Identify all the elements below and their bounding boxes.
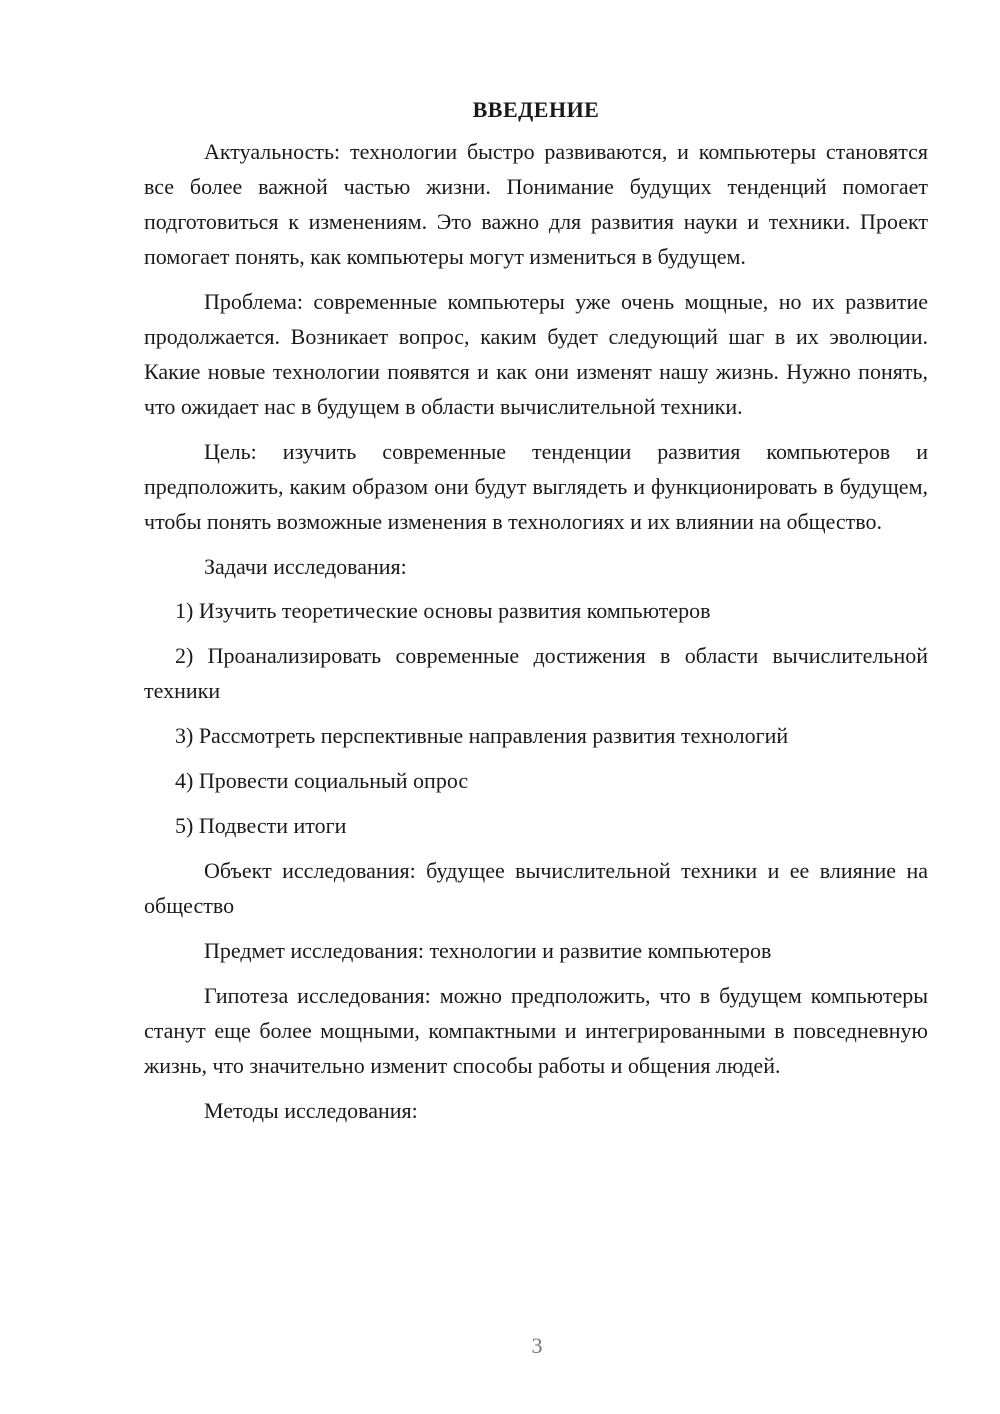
task-item: 3) Рассмотреть перспективные направления развития технологий	[175, 723, 789, 748]
goal-paragraph: Цель: изучить современные тенденции развития компьютеров и предположить, каким образом они будут выглядеть и функционировать в будущем, чтобы понять возможные изменения в технологиях и их влиянии на общество.	[144, 439, 928, 534]
task-item: 2) Проанализировать современные достижения в области вычислительной техники	[144, 643, 928, 703]
object-paragraph: Объект исследования: будущее вычислительной техники и ее влияние на общество	[144, 858, 928, 918]
document-body	[144, 90, 928, 1137]
problem-paragraph: Проблема: современные компьютеры уже очень мощные, но их развитие продолжается. Возникает вопрос, каким будет следующий шаг в их эволюции. Какие новые технологии появятся и как они изменят нашу жизнь. Нужно понять, что ожидает нас в будущем в области вычислительной техники.	[144, 289, 928, 419]
task-item: 4) Провести социальный опрос	[175, 768, 469, 793]
tasks-heading: Задачи исследования:	[204, 554, 407, 579]
task-item: 5) Подвести итоги	[175, 813, 347, 838]
page-title: ВВЕДЕНИЕ	[472, 97, 600, 122]
hypothesis-paragraph: Гипотеза исследования: можно предположить, что в будущем компьютеры станут еще более мощными, компактными и интегрированными в повседневную жизнь, что значительно изменит способы работы и общения людей.	[144, 983, 928, 1078]
relevance-paragraph: Актуальность: технологии быстро развиваются, и компьютеры становятся все более важной частью жизни. Понимание будущих тенденций помогает подготовиться к изменениям. Это важно для развития науки и техники. Проект помогает понять, как компьютеры могут измениться в будущем.	[144, 139, 928, 269]
task-item: 1) Изучить теоретические основы развития компьютеров	[175, 598, 711, 623]
methods-heading: Методы исследования:	[204, 1098, 418, 1123]
subject-paragraph: Предмет исследования: технологии и развитие компьютеров	[204, 938, 772, 963]
page-number: 3	[531, 1333, 543, 1358]
